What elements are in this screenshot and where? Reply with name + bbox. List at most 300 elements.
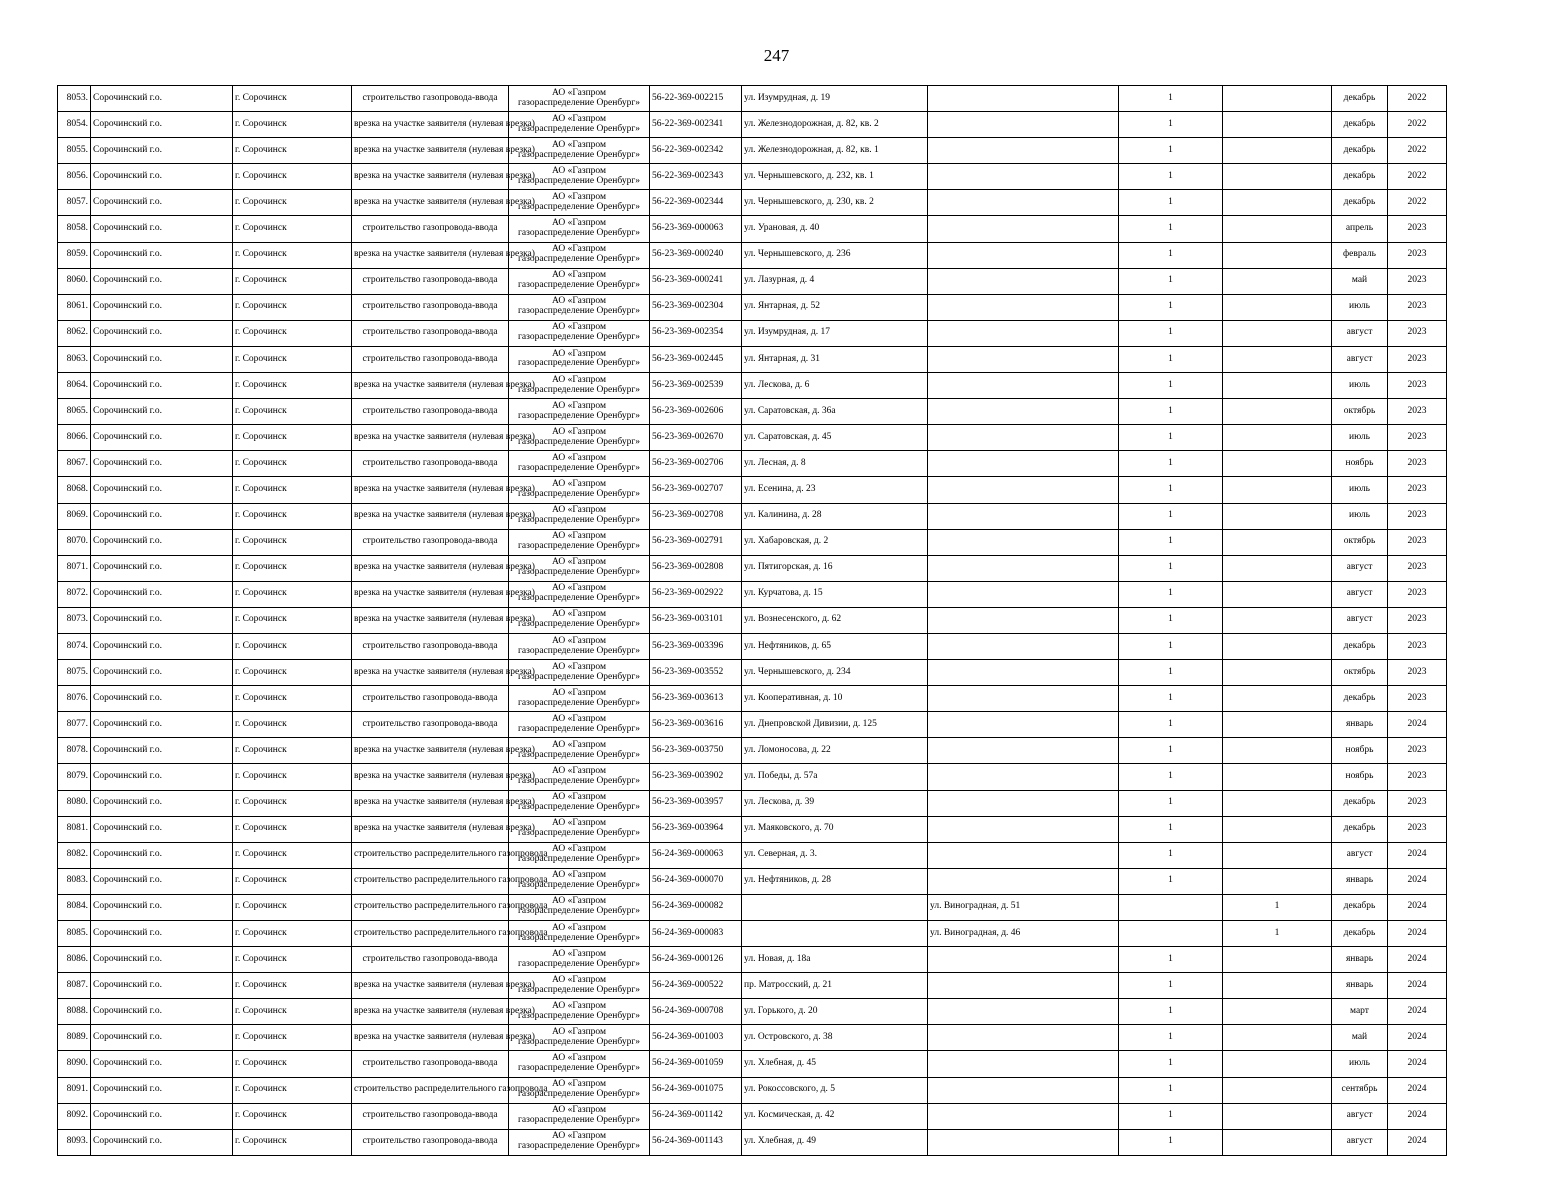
address-alt-cell (928, 1025, 1119, 1051)
row-number: 8081. (58, 816, 91, 842)
organization-line-2: газораспределение Оренбург» (518, 958, 640, 969)
city-cell: г. Сорочинск (233, 268, 352, 294)
year-cell: 2024 (1388, 894, 1447, 920)
organization-line-2: газораспределение Оренбург» (518, 436, 640, 447)
address-cell: ул. Лазурная, д. 4 (742, 268, 928, 294)
quantity-cell: 1 (1119, 425, 1223, 451)
organization-line-1: АО «Газпром (551, 974, 606, 985)
organization-cell (509, 712, 650, 738)
row-number: 8057. (58, 190, 91, 216)
month-cell: январь (1332, 947, 1388, 973)
request-code-cell: 56-24-369-000522 (650, 973, 742, 999)
month-cell: декабрь (1332, 190, 1388, 216)
organization-line-2: газораспределение Оренбург» (518, 149, 640, 160)
month-cell: март (1332, 999, 1388, 1025)
district-cell: Сорочинский г.о. (91, 921, 233, 947)
quantity-alt-cell (1223, 1077, 1332, 1103)
city-cell: г. Сорочинск (233, 477, 352, 503)
city-cell: г. Сорочинск (233, 816, 352, 842)
row-number: 8072. (58, 581, 91, 607)
table-row (58, 947, 1447, 973)
row-number: 8059. (58, 242, 91, 268)
request-code-cell: 56-24-369-001075 (650, 1077, 742, 1103)
year-cell: 2022 (1388, 138, 1447, 164)
quantity-alt-cell (1223, 868, 1332, 894)
district-cell: Сорочинский г.о. (91, 581, 233, 607)
request-code-cell: 56-22-369-002342 (650, 138, 742, 164)
organization-cell (509, 425, 650, 451)
organization-cell (509, 842, 650, 868)
table-row (58, 164, 1447, 190)
quantity-alt-cell (1223, 425, 1332, 451)
year-cell: 2023 (1388, 242, 1447, 268)
year-cell: 2024 (1388, 1103, 1447, 1129)
address-cell: ул. Железнодорожная, д. 82, кв. 2 (742, 112, 928, 138)
table-row (58, 686, 1447, 712)
organization-cell (509, 399, 650, 425)
month-cell: ноябрь (1332, 764, 1388, 790)
quantity-alt-cell (1223, 973, 1332, 999)
quantity-cell: 1 (1119, 607, 1223, 633)
table-row (58, 346, 1447, 372)
address-alt-cell (928, 1129, 1119, 1155)
organization-line-1: АО «Газпром (551, 139, 606, 150)
month-cell: декабрь (1332, 633, 1388, 659)
organization-cell (509, 451, 650, 477)
quantity-cell: 1 (1119, 268, 1223, 294)
organization-line-2: газораспределение Оренбург» (518, 593, 640, 604)
work-type-cell: врезка на участке заявителя (нулевая врезка) (352, 738, 509, 764)
quantity-cell: 1 (1119, 320, 1223, 346)
quantity-cell: 1 (1119, 842, 1223, 868)
quantity-cell: 1 (1119, 451, 1223, 477)
district-cell: Сорочинский г.о. (91, 660, 233, 686)
address-alt-cell (928, 999, 1119, 1025)
address-alt-cell (928, 738, 1119, 764)
quantity-alt-cell (1223, 816, 1332, 842)
month-cell: январь (1332, 868, 1388, 894)
month-cell: май (1332, 268, 1388, 294)
year-cell: 2023 (1388, 477, 1447, 503)
month-cell: декабрь (1332, 112, 1388, 138)
work-type-cell: врезка на участке заявителя (нулевая врезка) (352, 425, 509, 451)
organization-line-1: АО «Газпром (551, 244, 606, 255)
organization-line-2: газораспределение Оренбург» (518, 723, 640, 734)
organization-line-1: АО «Газпром (551, 844, 606, 855)
district-cell: Сорочинский г.о. (91, 294, 233, 320)
quantity-cell: 1 (1119, 555, 1223, 581)
district-cell: Сорочинский г.о. (91, 816, 233, 842)
work-type-cell: врезка на участке заявителя (нулевая врезка) (352, 999, 509, 1025)
request-code-cell: 56-24-369-000063 (650, 842, 742, 868)
request-code-cell: 56-23-369-002922 (650, 581, 742, 607)
table-row (58, 425, 1447, 451)
quantity-alt-cell (1223, 503, 1332, 529)
row-number: 8065. (58, 399, 91, 425)
organization-line-2: газораспределение Оренбург» (518, 619, 640, 630)
quantity-alt-cell (1223, 399, 1332, 425)
organization-cell (509, 999, 650, 1025)
quantity-cell: 1 (1119, 816, 1223, 842)
organization-cell (509, 1025, 650, 1051)
organization-line-1: АО «Газпром (551, 113, 606, 124)
year-cell: 2024 (1388, 712, 1447, 738)
quantity-alt-cell: 1 (1223, 921, 1332, 947)
address-alt-cell (928, 973, 1119, 999)
district-cell: Сорочинский г.о. (91, 712, 233, 738)
quantity-alt-cell (1223, 581, 1332, 607)
quantity-cell: 1 (1119, 138, 1223, 164)
month-cell: декабрь (1332, 138, 1388, 164)
district-cell: Сорочинский г.о. (91, 686, 233, 712)
row-number: 8061. (58, 294, 91, 320)
row-number: 8056. (58, 164, 91, 190)
city-cell: г. Сорочинск (233, 581, 352, 607)
request-code-cell: 56-24-369-000708 (650, 999, 742, 1025)
address-cell: ул. Хлебная, д. 45 (742, 1051, 928, 1077)
organization-line-1: АО «Газпром (551, 322, 606, 333)
district-cell: Сорочинский г.о. (91, 320, 233, 346)
address-alt-cell: ул. Виноградная, д. 51 (928, 894, 1119, 920)
request-code-cell: 56-23-369-003552 (650, 660, 742, 686)
month-cell: июль (1332, 503, 1388, 529)
district-cell: Сорочинский г.о. (91, 451, 233, 477)
work-type-cell: врезка на участке заявителя (нулевая врезка) (352, 581, 509, 607)
district-cell: Сорочинский г.о. (91, 477, 233, 503)
city-cell: г. Сорочинск (233, 503, 352, 529)
city-cell: г. Сорочинск (233, 164, 352, 190)
work-type-cell: строительство газопровода-ввода (352, 633, 509, 659)
work-type-cell: врезка на участке заявителя (нулевая врезка) (352, 112, 509, 138)
quantity-cell: 1 (1119, 738, 1223, 764)
organization-line-2: газораспределение Оренбург» (518, 280, 640, 291)
organization-line-1: АО «Газпром (551, 218, 606, 229)
district-cell: Сорочинский г.о. (91, 216, 233, 242)
district-cell: Сорочинский г.о. (91, 607, 233, 633)
address-alt-cell (928, 451, 1119, 477)
address-cell: ул. Хабаровская, д. 2 (742, 529, 928, 555)
year-cell: 2023 (1388, 660, 1447, 686)
organization-line-2: газораспределение Оренбург» (518, 567, 640, 578)
organization-cell (509, 581, 650, 607)
quantity-cell: 1 (1119, 399, 1223, 425)
year-cell: 2024 (1388, 921, 1447, 947)
address-alt-cell (928, 373, 1119, 399)
organization-cell (509, 947, 650, 973)
organization-cell (509, 1051, 650, 1077)
organization-line-2: газораспределение Оренбург» (518, 228, 640, 239)
year-cell: 2023 (1388, 555, 1447, 581)
address-cell: ул. Новая, д. 18а (742, 947, 928, 973)
city-cell: г. Сорочинск (233, 921, 352, 947)
request-code-cell: 56-24-369-000126 (650, 947, 742, 973)
year-cell: 2023 (1388, 268, 1447, 294)
district-cell: Сорочинский г.о. (91, 346, 233, 372)
address-cell: ул. Урановая, д. 40 (742, 216, 928, 242)
quantity-cell: 1 (1119, 86, 1223, 112)
organization-cell (509, 190, 650, 216)
month-cell: декабрь (1332, 894, 1388, 920)
work-type-cell: врезка на участке заявителя (нулевая врезка) (352, 373, 509, 399)
address-cell: ул. Калинина, д. 28 (742, 503, 928, 529)
month-cell: август (1332, 1103, 1388, 1129)
work-type-cell: строительство газопровода-ввода (352, 399, 509, 425)
address-alt-cell (928, 216, 1119, 242)
table-row (58, 294, 1447, 320)
month-cell: декабрь (1332, 164, 1388, 190)
work-type-cell: строительство газопровода-ввода (352, 1129, 509, 1155)
address-cell: ул. Нефтяников, д. 28 (742, 868, 928, 894)
request-code-cell: 56-23-369-003750 (650, 738, 742, 764)
row-number: 8092. (58, 1103, 91, 1129)
address-alt-cell (928, 294, 1119, 320)
row-number: 8062. (58, 320, 91, 346)
request-code-cell: 56-23-369-002445 (650, 346, 742, 372)
organization-line-1: АО «Газпром (551, 270, 606, 281)
quantity-cell: 1 (1119, 764, 1223, 790)
year-cell: 2023 (1388, 373, 1447, 399)
organization-line-2: газораспределение Оренбург» (518, 1115, 640, 1126)
address-alt-cell (928, 660, 1119, 686)
address-alt-cell (928, 425, 1119, 451)
city-cell: г. Сорочинск (233, 216, 352, 242)
work-type-cell: строительство газопровода-ввода (352, 86, 509, 112)
organization-cell (509, 268, 650, 294)
organization-cell (509, 660, 650, 686)
request-code-cell: 56-23-369-000063 (650, 216, 742, 242)
year-cell: 2024 (1388, 947, 1447, 973)
quantity-cell: 1 (1119, 346, 1223, 372)
table-row (58, 138, 1447, 164)
address-cell: ул. Есенина, д. 23 (742, 477, 928, 503)
row-number: 8073. (58, 607, 91, 633)
row-number: 8070. (58, 529, 91, 555)
request-code-cell: 56-23-369-002707 (650, 477, 742, 503)
table-row (58, 790, 1447, 816)
organization-line-2: газораспределение Оренбург» (518, 802, 640, 813)
address-alt-cell (928, 529, 1119, 555)
organization-cell (509, 894, 650, 920)
organization-line-2: газораспределение Оренбург» (518, 332, 640, 343)
table-row (58, 320, 1447, 346)
city-cell: г. Сорочинск (233, 373, 352, 399)
quantity-alt-cell (1223, 86, 1332, 112)
year-cell: 2023 (1388, 738, 1447, 764)
quantity-alt-cell (1223, 555, 1332, 581)
request-code-cell: 56-23-369-002539 (650, 373, 742, 399)
address-cell: ул. Северная, д. 3. (742, 842, 928, 868)
quantity-cell: 1 (1119, 973, 1223, 999)
organization-line-2: газораспределение Оренбург» (518, 175, 640, 186)
district-cell: Сорочинский г.о. (91, 555, 233, 581)
row-number: 8074. (58, 633, 91, 659)
district-cell: Сорочинский г.о. (91, 86, 233, 112)
address-alt-cell (928, 607, 1119, 633)
work-type-cell: врезка на участке заявителя (нулевая врезка) (352, 660, 509, 686)
year-cell: 2023 (1388, 346, 1447, 372)
city-cell: г. Сорочинск (233, 894, 352, 920)
organization-line-1: АО «Газпром (551, 792, 606, 803)
quantity-alt-cell (1223, 999, 1332, 1025)
address-alt-cell (928, 816, 1119, 842)
quantity-alt-cell (1223, 660, 1332, 686)
address-cell: ул. Саратовская, д. 36а (742, 399, 928, 425)
organization-line-1: АО «Газпром (551, 296, 606, 307)
quantity-alt-cell (1223, 112, 1332, 138)
quantity-alt-cell (1223, 529, 1332, 555)
month-cell: август (1332, 1129, 1388, 1155)
request-code-cell: 56-24-369-001003 (650, 1025, 742, 1051)
month-cell: август (1332, 555, 1388, 581)
address-cell: ул. Лескова, д. 39 (742, 790, 928, 816)
address-cell: ул. Чернышевского, д. 234 (742, 660, 928, 686)
work-type-cell: строительство газопровода-ввода (352, 268, 509, 294)
address-cell: ул. Лескова, д. 6 (742, 373, 928, 399)
quantity-alt-cell (1223, 764, 1332, 790)
organization-line-2: газораспределение Оренбург» (518, 775, 640, 786)
organization-line-2: газораспределение Оренбург» (518, 306, 640, 317)
organization-line-2: газораспределение Оренбург» (518, 828, 640, 839)
address-alt-cell (928, 164, 1119, 190)
city-cell: г. Сорочинск (233, 1025, 352, 1051)
row-number: 8084. (58, 894, 91, 920)
organization-line-1: АО «Газпром (551, 661, 606, 672)
month-cell: ноябрь (1332, 451, 1388, 477)
request-code-cell: 56-24-369-000070 (650, 868, 742, 894)
table-row (58, 555, 1447, 581)
row-number: 8086. (58, 947, 91, 973)
organization-cell (509, 555, 650, 581)
quantity-alt-cell (1223, 190, 1332, 216)
row-number: 8079. (58, 764, 91, 790)
organization-line-2: газораспределение Оренбург» (518, 515, 640, 526)
month-cell: август (1332, 320, 1388, 346)
table-row (58, 764, 1447, 790)
quantity-cell: 1 (1119, 712, 1223, 738)
year-cell: 2024 (1388, 1025, 1447, 1051)
address-cell: ул. Изумрудная, д. 19 (742, 86, 928, 112)
month-cell: январь (1332, 712, 1388, 738)
quantity-cell: 1 (1119, 947, 1223, 973)
organization-cell (509, 294, 650, 320)
district-cell: Сорочинский г.о. (91, 947, 233, 973)
organization-line-2: газораспределение Оренбург» (518, 1089, 640, 1100)
organization-line-1: АО «Газпром (551, 583, 606, 594)
quantity-alt-cell (1223, 738, 1332, 764)
work-type-cell: строительство газопровода-ввода (352, 294, 509, 320)
quantity-alt-cell (1223, 947, 1332, 973)
quantity-alt-cell (1223, 790, 1332, 816)
organization-cell (509, 86, 650, 112)
district-cell: Сорочинский г.о. (91, 738, 233, 764)
quantity-cell: 1 (1119, 790, 1223, 816)
address-cell: ул. Хлебная, д. 49 (742, 1129, 928, 1155)
district-cell: Сорочинский г.о. (91, 399, 233, 425)
quantity-cell: 1 (1119, 581, 1223, 607)
request-code-cell: 56-23-369-002670 (650, 425, 742, 451)
table-row (58, 477, 1447, 503)
address-alt-cell (928, 712, 1119, 738)
organization-line-1: АО «Газпром (551, 739, 606, 750)
year-cell: 2023 (1388, 529, 1447, 555)
organization-line-2: газораспределение Оренбург» (518, 97, 640, 108)
request-code-cell: 56-24-369-001059 (650, 1051, 742, 1077)
month-cell: июль (1332, 477, 1388, 503)
organization-line-2: газораспределение Оренбург» (518, 1036, 640, 1047)
quantity-cell: 1 (1119, 1077, 1223, 1103)
organization-line-2: газораспределение Оренбург» (518, 1063, 640, 1074)
city-cell: г. Сорочинск (233, 947, 352, 973)
address-alt-cell (928, 320, 1119, 346)
address-alt-cell (928, 842, 1119, 868)
table-row (58, 921, 1447, 947)
row-number: 8090. (58, 1051, 91, 1077)
month-cell: август (1332, 581, 1388, 607)
year-cell: 2023 (1388, 503, 1447, 529)
organization-line-2: газораспределение Оренбург» (518, 384, 640, 395)
address-alt-cell (928, 242, 1119, 268)
request-code-cell: 56-23-369-002304 (650, 294, 742, 320)
organization-cell (509, 921, 650, 947)
organization-line-1: АО «Газпром (551, 1079, 606, 1090)
organization-line-2: газораспределение Оренбург» (518, 410, 640, 421)
year-cell: 2024 (1388, 1051, 1447, 1077)
address-alt-cell (928, 112, 1119, 138)
table-row (58, 607, 1447, 633)
city-cell: г. Сорочинск (233, 1077, 352, 1103)
organization-cell (509, 346, 650, 372)
address-alt-cell (928, 764, 1119, 790)
quantity-cell: 1 (1119, 294, 1223, 320)
month-cell: август (1332, 346, 1388, 372)
city-cell: г. Сорочинск (233, 764, 352, 790)
district-cell: Сорочинский г.о. (91, 894, 233, 920)
address-alt-cell (928, 633, 1119, 659)
address-alt-cell (928, 581, 1119, 607)
quantity-alt-cell (1223, 686, 1332, 712)
quantity-alt-cell (1223, 607, 1332, 633)
address-alt-cell (928, 1103, 1119, 1129)
address-cell: ул. Саратовская, д. 45 (742, 425, 928, 451)
quantity-alt-cell (1223, 164, 1332, 190)
organization-line-2: газораспределение Оренбург» (518, 1141, 640, 1152)
request-code-cell: 56-23-369-002808 (650, 555, 742, 581)
organization-line-1: АО «Газпром (551, 426, 606, 437)
year-cell: 2023 (1388, 399, 1447, 425)
quantity-alt-cell (1223, 1051, 1332, 1077)
organization-line-2: газораспределение Оренбург» (518, 254, 640, 265)
row-number: 8054. (58, 112, 91, 138)
city-cell: г. Сорочинск (233, 451, 352, 477)
table-row (58, 503, 1447, 529)
district-cell: Сорочинский г.о. (91, 373, 233, 399)
address-cell: ул. Космическая, д. 42 (742, 1103, 928, 1129)
request-code-cell: 56-23-369-002791 (650, 529, 742, 555)
city-cell: г. Сорочинск (233, 555, 352, 581)
district-cell: Сорочинский г.о. (91, 790, 233, 816)
address-cell: ул. Ломоносова, д. 22 (742, 738, 928, 764)
request-code-cell: 56-24-369-001142 (650, 1103, 742, 1129)
year-cell: 2023 (1388, 581, 1447, 607)
address-cell: ул. Днепровской Дивизии, д. 125 (742, 712, 928, 738)
address-cell: ул. Янтарная, д. 52 (742, 294, 928, 320)
year-cell: 2024 (1388, 1077, 1447, 1103)
address-cell: ул. Кооперативная, д. 10 (742, 686, 928, 712)
month-cell: декабрь (1332, 790, 1388, 816)
row-number: 8068. (58, 477, 91, 503)
request-code-cell: 56-24-369-000083 (650, 921, 742, 947)
city-cell: г. Сорочинск (233, 1051, 352, 1077)
